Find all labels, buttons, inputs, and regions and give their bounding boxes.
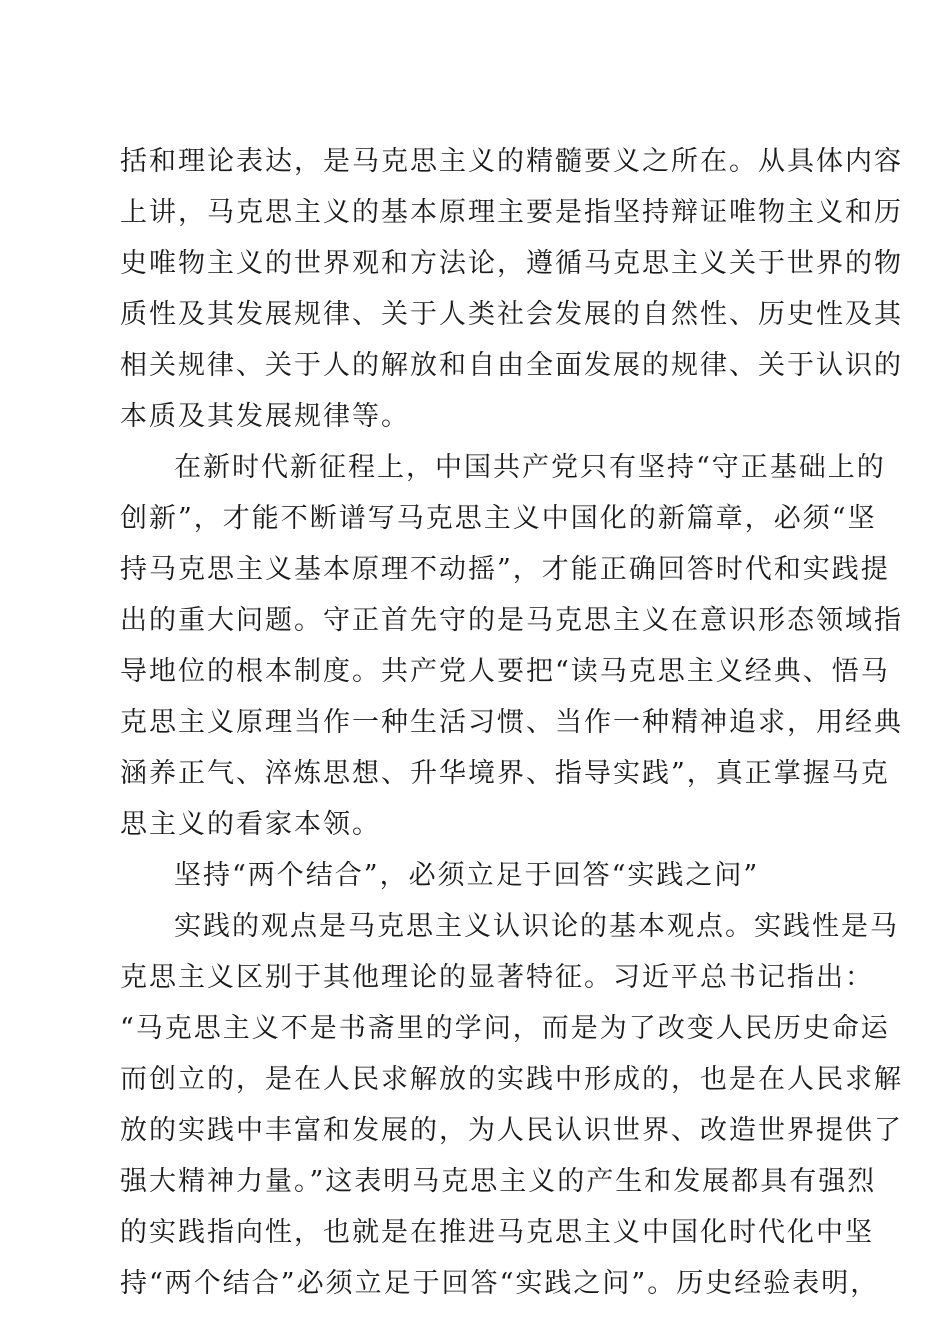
paragraph-2 bbox=[120, 442, 903, 850]
text-line: 质性及其发展规律、关于人类社会发展的自然性、历史性及其 bbox=[120, 299, 903, 330]
text-line: 在新时代新征程上，中国共产党只有坚持“守正基础上的 bbox=[174, 452, 886, 483]
text-line: 持“两个结合”必须立足于回答“实践之问”。历史经验表明， bbox=[120, 1268, 880, 1299]
text-line: 而创立的，是在人民求解放的实践中形成的，也是在人民求解 bbox=[120, 1064, 903, 1095]
paragraph-3 bbox=[120, 901, 903, 1309]
text-line: 放的实践中丰富和发展的，为人民认识世界、改造世界提供了 bbox=[120, 1115, 903, 1146]
text-line: 相关规律、关于人的解放和自由全面发展的规律、关于认识的 bbox=[120, 350, 903, 381]
text-line: 上讲，马克思主义的基本原理主要是指坚持辩证唯物主义和历 bbox=[120, 197, 903, 228]
text-line: 涵养正气、淬炼思想、升华境界、指导实践”，真正掌握马克 bbox=[120, 758, 890, 789]
text-line: 实践的观点是马克思主义认识论的基本观点。实践性是马 bbox=[174, 911, 899, 942]
text-line: 史唯物主义的世界观和方法论，遵循马克思主义关于世界的物 bbox=[120, 248, 903, 279]
text-line: 创新”，才能不断谱写马克思主义中国化的新篇章，必须“坚 bbox=[120, 503, 877, 534]
text-line: 思主义的看家本领。 bbox=[120, 809, 381, 840]
section-heading bbox=[120, 850, 830, 901]
text-line: 克思主义区别于其他理论的显著特征。习近平总书记指出： bbox=[120, 962, 874, 993]
text-line: 持马克思主义基本原理不动摇”，才能正确回答时代和实践提 bbox=[120, 554, 890, 585]
text-line: 括和理论表达，是马克思主义的精髓要义之所在。从具体内容 bbox=[120, 146, 903, 177]
text-line: 本质及其发展规律等。 bbox=[120, 401, 410, 432]
text-line: 强大精神力量。”这表明马克思主义的产生和发展都具有强烈 bbox=[120, 1166, 877, 1197]
paragraph-1 bbox=[120, 136, 903, 442]
text-line: 的实践指向性，也就是在推进马克思主义中国化时代化中坚 bbox=[120, 1217, 874, 1248]
heading-line: 坚持“两个结合”，必须立足于回答“实践之问” bbox=[174, 860, 760, 891]
text-line: 克思主义原理当作一种生活习惯、当作一种精神追求，用经典 bbox=[120, 707, 903, 738]
document-body bbox=[120, 136, 903, 1309]
text-line: 出的重大问题。守正首先守的是马克思主义在意识形态领域指 bbox=[120, 605, 903, 636]
text-line: “马克思主义不是书斋里的学问，而是为了改变人民历史命运 bbox=[120, 1013, 890, 1044]
text-line: 导地位的根本制度。共产党人要把“读马克思主义经典、悟马 bbox=[120, 656, 890, 687]
